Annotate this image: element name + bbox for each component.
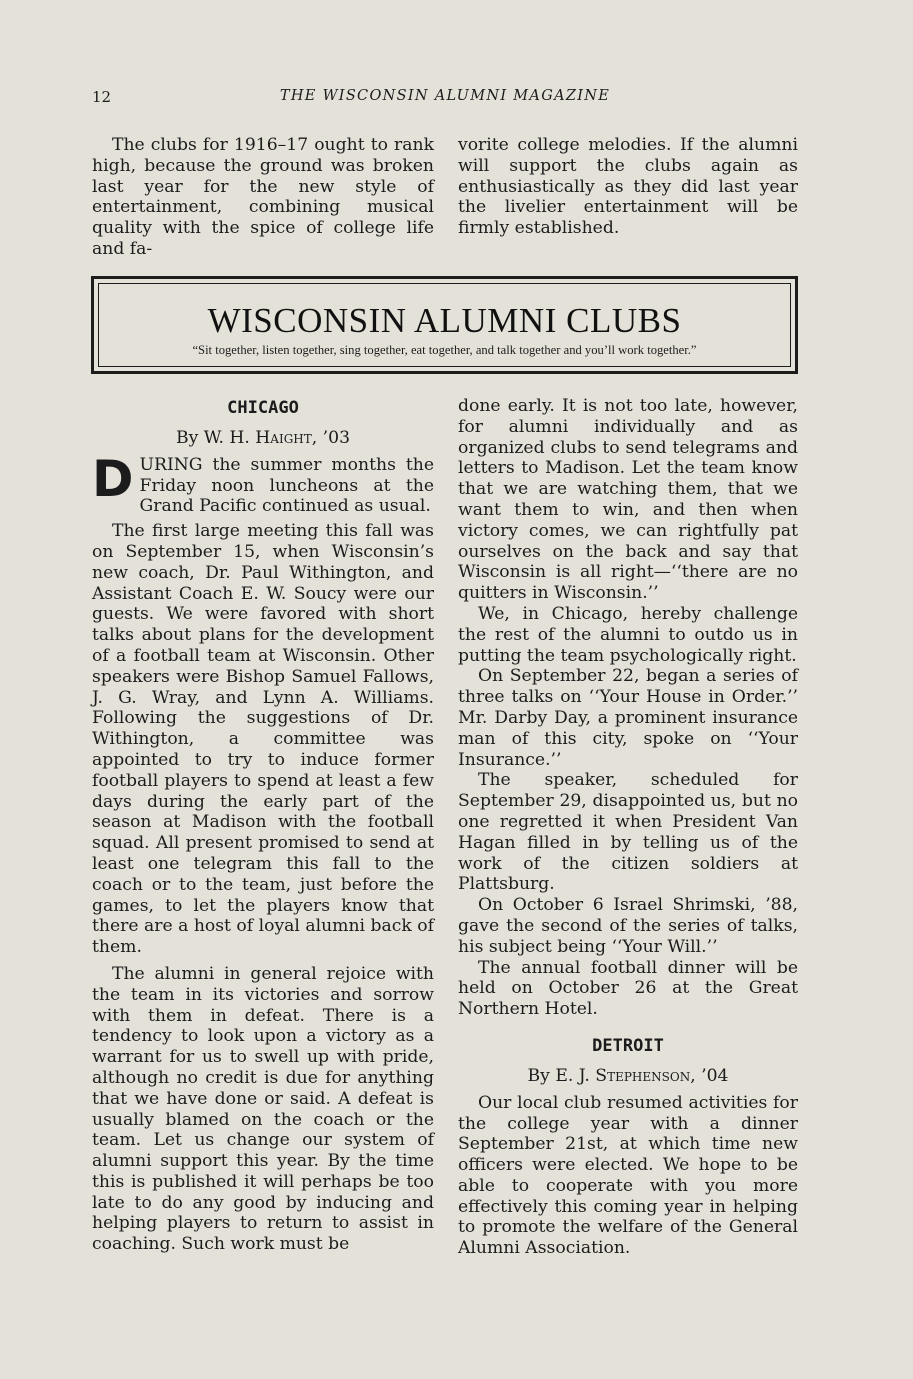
- chicago-paragraph-3-continued: done early. It is not too late, however, for alumni individually and as organized clubs to send telegrams and letters to Madison. Let the team know that we are watching them, that we want them to win, and then when victory comes, we can rightfully pat ourselves on the back and say that Wisconsin is all right—‘‘there are no quitters in Wisconsin.’’: [458, 396, 798, 604]
- detroit-byline-name: Stephenson: [595, 1065, 691, 1086]
- intro-column-right: [458, 135, 798, 239]
- intro-column-left: [92, 135, 434, 260]
- chicago-byline-prefix: By W. H.: [175, 428, 250, 448]
- chicago-paragraph-6: The speaker, scheduled for September 29, disappointed us, but no one regretted it when President Van Hagan filled in by telling us of the work of the citizen soldiers at Plattsburg.: [458, 770, 798, 895]
- intro-paragraph-left: The clubs for 1916–17 ought to rank high, because the ground was broken last year for the new style of entertainment, combining musical quality with the spice of college life and fa-: [92, 135, 434, 259]
- chicago-paragraph-2: The first large meeting this fall was on September 15, when Wisconsin’s new coach, Dr. Paul Withington, and Assistant Coach E. W. Soucy were our guests. We were favored with short talks about plans for the development of a football team at Wisconsin. Other speakers were Bishop Samuel Fallows, J. G. Wray, and Lynn A. Williams. Following the suggestions of Dr. Withington, a committee was appointed to try to induce former football players to spend at least a few days during the early part of the season at Madison with the football squad. All present promised to send at least one telegram this fall to the coach or to the team, just before the games, to let the players know that there are a host of loyal alumni back of them.: [92, 521, 434, 958]
- detroit-paragraph-1: Our local club resumed activities for the college year with a dinner September 21st, at which time new officers were elected. We hope to be able to cooperate with you more effectively this coming year in helping to promote the welfare of the General Alumni Association.: [458, 1092, 798, 1259]
- chicago-paragraph-8: The annual football dinner will be held on October 26 at the Great Northern Hotel.: [458, 957, 798, 1020]
- chicago-byline-name: Haight: [255, 428, 312, 448]
- article-column-left: [92, 396, 434, 1255]
- chicago-paragraph-3: The alumni in general rejoice with the team in its victories and sorrow with them in defeat. There is a tendency to look upon a victory as a warrant for us to swell up with pride, although no credit is due for anything that we have done or said. A defeat is usually blamed on the coach or the team. Let us change our system of alumni support this year. By the time this is published it will perhaps be too late to do any good by inducing and helping players to return to assist in coaching. Such work must be: [92, 963, 434, 1255]
- banner-motto: “Sit together, listen together, sing together, eat together, and talk together and you’ll work together.”: [192, 343, 697, 357]
- chicago-paragraph-5: On September 22, began a series of three talks on ‘‘Your House in Order.’’ Mr. Darby Day, a prominent insurance man of this city, spoke on ‘‘Your Insurance.’’: [458, 666, 798, 770]
- section-banner: [91, 276, 798, 374]
- magazine-title: THE WISCONSIN ALUMNI MAGAZINE: [279, 88, 611, 104]
- detroit-heading: DETROIT: [592, 1035, 664, 1056]
- chicago-byline-suffix: , ’03: [311, 428, 351, 448]
- chicago-paragraph-4: We, in Chicago, hereby challenge the rest of the alumni to outdo us in putting the team psychologically right.: [458, 603, 798, 666]
- detroit-byline-prefix: By E. J.: [527, 1065, 590, 1086]
- page-number: 12: [92, 88, 112, 106]
- article-column-right: [458, 396, 798, 1259]
- banner-title: WISCONSIN ALUMNI CLUBS: [207, 301, 682, 340]
- detroit-byline: [458, 1066, 798, 1087]
- chicago-paragraph-1: [92, 449, 434, 517]
- chicago-paragraph-7: On October 6 Israel Shrimski, ’88, gave the second of the series of talks, his subject being ‘‘Your Will.’’: [458, 895, 798, 957]
- running-head: [92, 88, 798, 110]
- intro-paragraph-right: vorite college melodies. If the alumni will support the clubs again as enthusiastically as they did last year the livelier entertainment will be firmly established.: [458, 135, 798, 239]
- chicago-heading: CHICAGO: [227, 398, 299, 418]
- detroit-byline-suffix: , ’04: [690, 1065, 729, 1086]
- drop-cap: D: [92, 449, 134, 508]
- chicago-paragraph-1-text: URING the summer months the Friday noon luncheons at the Grand Pacific continued as usual.: [139, 454, 434, 517]
- chicago-byline: [92, 428, 434, 449]
